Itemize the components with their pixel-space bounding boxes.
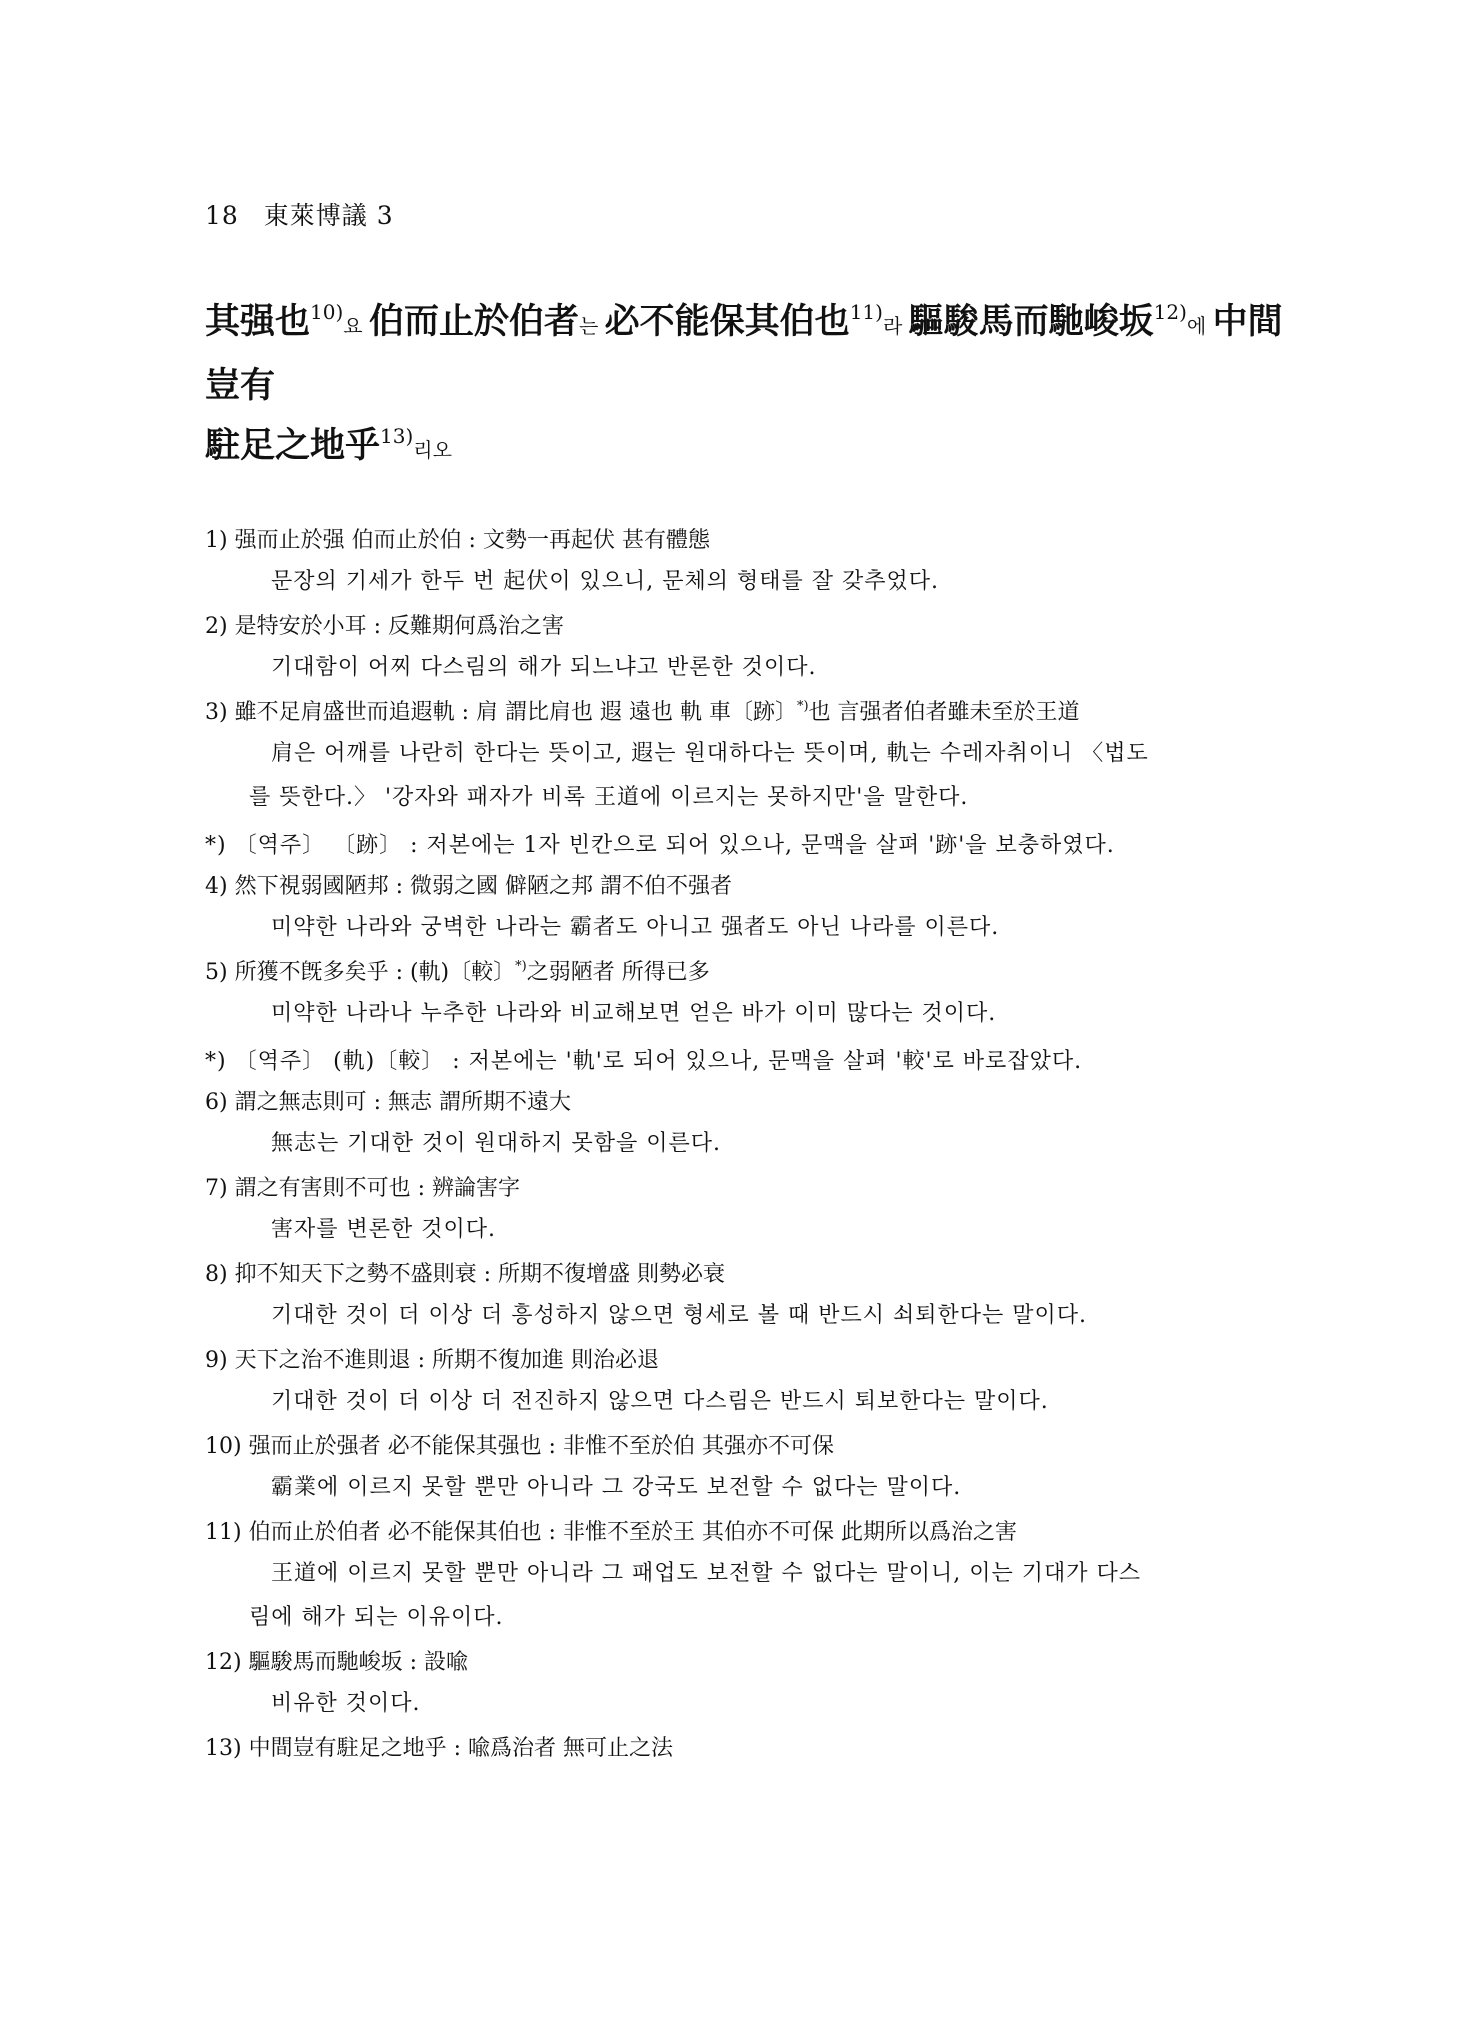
particle: 에 [1186, 314, 1213, 338]
footnote-head: 1) 强而止於强 伯而止於伯 : 文勢一再起伏 甚有體態 [205, 528, 710, 553]
main-text [205, 292, 1305, 480]
footnote-translation-line: 肩은 어깨를 나란히 한다는 뜻이고, 遐는 원대하다는 뜻이며, 軌는 수레자취이니 〈법도 [271, 741, 1149, 766]
footnote-head [205, 954, 1305, 992]
note-ref: 13) [380, 424, 414, 448]
footnote-translation: 無志는 기대한 것이 원대하지 못함을 이른다. [271, 1131, 721, 1156]
footnote-6 [205, 1084, 1305, 1166]
footnote-translation-line: 를 뜻한다.〉 '강자와 패자가 비록 王道에 이르지는 못하지만'을 말한다. [249, 785, 969, 810]
footnote-head: 13) 中間豈有駐足之地乎 : 喩爲治者 無可止之法 [205, 1736, 673, 1761]
footnote-head: 6) 謂之無志則可 : 無志 謂所期不遠大 [205, 1090, 571, 1115]
editor-mark: *) [515, 959, 527, 974]
footnote-5 [205, 954, 1305, 1036]
footnote-9 [205, 1342, 1305, 1424]
particle: 리오 [413, 438, 452, 462]
footnote-translation: 기대한 것이 더 이상 더 흥성하지 않으면 형세로 볼 때 반드시 쇠퇴한다는 말이다. [271, 1303, 1087, 1328]
footnote-head: 4) 然下視弱國陋邦 : 微弱之國 僻陋之邦 謂不伯不强者 [205, 874, 732, 899]
footnote-translation: 미약한 나라나 누추한 나라와 비교해보면 얻은 바가 이미 많다는 것이다. [271, 1001, 997, 1026]
footnote-head-part: 之弱陋者 所得已多 [526, 960, 710, 985]
main-seg: 駐足之地乎 [205, 425, 381, 466]
editor-note: *) 〔역주〕 〔跡〕 : 저본에는 1자 빈칸으로 되어 있으나, 문맥을 살펴 '跡'을 보충하였다. [205, 833, 1115, 858]
main-seg: 驅駿馬而馳峻坂 [908, 301, 1154, 342]
footnote-head: 10) 强而止於强者 必不能保其强也 : 非惟不至於伯 其强亦不可保 [205, 1434, 834, 1459]
footnote-head-part: 也 言强者伯者雖未至於王道 [808, 700, 1080, 725]
footnote-13 [205, 1730, 1305, 1768]
footnote-head: 12) 驅駿馬而馳峻坂 : 設喩 [205, 1650, 468, 1675]
footnote-translation: 비유한 것이다. [271, 1691, 421, 1716]
footnote-head: 11) 伯而止於伯者 必不能保其伯也 : 非惟不至於王 其伯亦不可保 此期所以爲治之害 [205, 1520, 1017, 1545]
footnote-head: 8) 抑不知天下之勢不盛則衰 : 所期不復增盛 則勢必衰 [205, 1262, 725, 1287]
main-seg: 必不能保其伯也 [604, 301, 850, 342]
footnote-8 [205, 1256, 1305, 1338]
footnote-head-part: 3) 雖不足肩盛世而追遐軌 : 肩 謂比肩也 遐 遠也 軌 車〔跡〕 [205, 700, 797, 725]
book-title: 東萊博議 3 [263, 201, 394, 230]
footnote-2 [205, 608, 1305, 690]
footnote-head-part: 5) 所獲不旣多矣乎 : (軌)〔較〕 [205, 960, 516, 985]
footnote-head: 2) 是特安於小耳 : 反難期何爲治之害 [205, 614, 564, 639]
main-seg: 伯而止於伯者 [368, 301, 579, 342]
footnote-translation-line: 림에 해가 되는 이유이다. [249, 1605, 504, 1630]
footnote-4 [205, 868, 1305, 950]
page [205, 196, 1305, 1772]
footnote-translation [205, 732, 1305, 820]
footnote-7 [205, 1170, 1305, 1252]
footnote-11 [205, 1514, 1305, 1640]
particle: 요 [343, 314, 369, 338]
footnote-translation: 害자를 변론한 것이다. [271, 1217, 496, 1242]
footnote-translation-line: 王道에 이르지 못할 뿐만 아니라 그 패업도 보전할 수 없다는 말이니, 이는 기대가 다스 [271, 1561, 1141, 1586]
particle: 는 [578, 314, 605, 338]
footnote-head: 7) 謂之有害則不可也 : 辨論害字 [205, 1176, 520, 1201]
editor-note: *) 〔역주〕 (軌)〔較〕 : 저본에는 '軌'로 되어 있으나, 문맥을 살펴 '較'로 바로잡았다. [205, 1049, 1083, 1074]
note-ref: 11) [849, 300, 883, 324]
footnote-3 [205, 694, 1305, 820]
footnote-translation: 기대한 것이 더 이상 더 전진하지 않으면 다스림은 반드시 퇴보한다는 말이다. [271, 1389, 1049, 1414]
footnote-head [205, 694, 1305, 732]
footnote-head: 9) 天下之治不進則退 : 所期不復加進 則治必退 [205, 1348, 659, 1373]
main-seg: 其强也 [205, 301, 311, 342]
main-seg: 中間豈有 [205, 301, 1283, 406]
footnote-translation: 기대함이 어찌 다스림의 해가 되느냐고 반론한 것이다. [271, 655, 817, 680]
footnote-12 [205, 1644, 1305, 1726]
particle: 라 [882, 314, 909, 338]
footnote-1 [205, 522, 1305, 604]
note-ref: 10) [310, 300, 344, 324]
footnote-translation: 霸業에 이르지 못할 뿐만 아니라 그 강국도 보전할 수 없다는 말이다. [271, 1475, 962, 1500]
footnote-10 [205, 1428, 1305, 1510]
page-number: 18 [205, 201, 239, 230]
running-head [205, 196, 1305, 232]
note-ref: 12) [1153, 300, 1187, 324]
editor-mark: *) [796, 699, 809, 714]
footnote-translation: 미약한 나라와 궁벽한 나라는 霸者도 아니고 强者도 아닌 나라를 이른다. [271, 915, 1000, 940]
footnote-translation [205, 1552, 1305, 1640]
footnote-translation: 문장의 기세가 한두 번 起伏이 있으니, 문체의 형태를 잘 갖추었다. [271, 569, 939, 594]
